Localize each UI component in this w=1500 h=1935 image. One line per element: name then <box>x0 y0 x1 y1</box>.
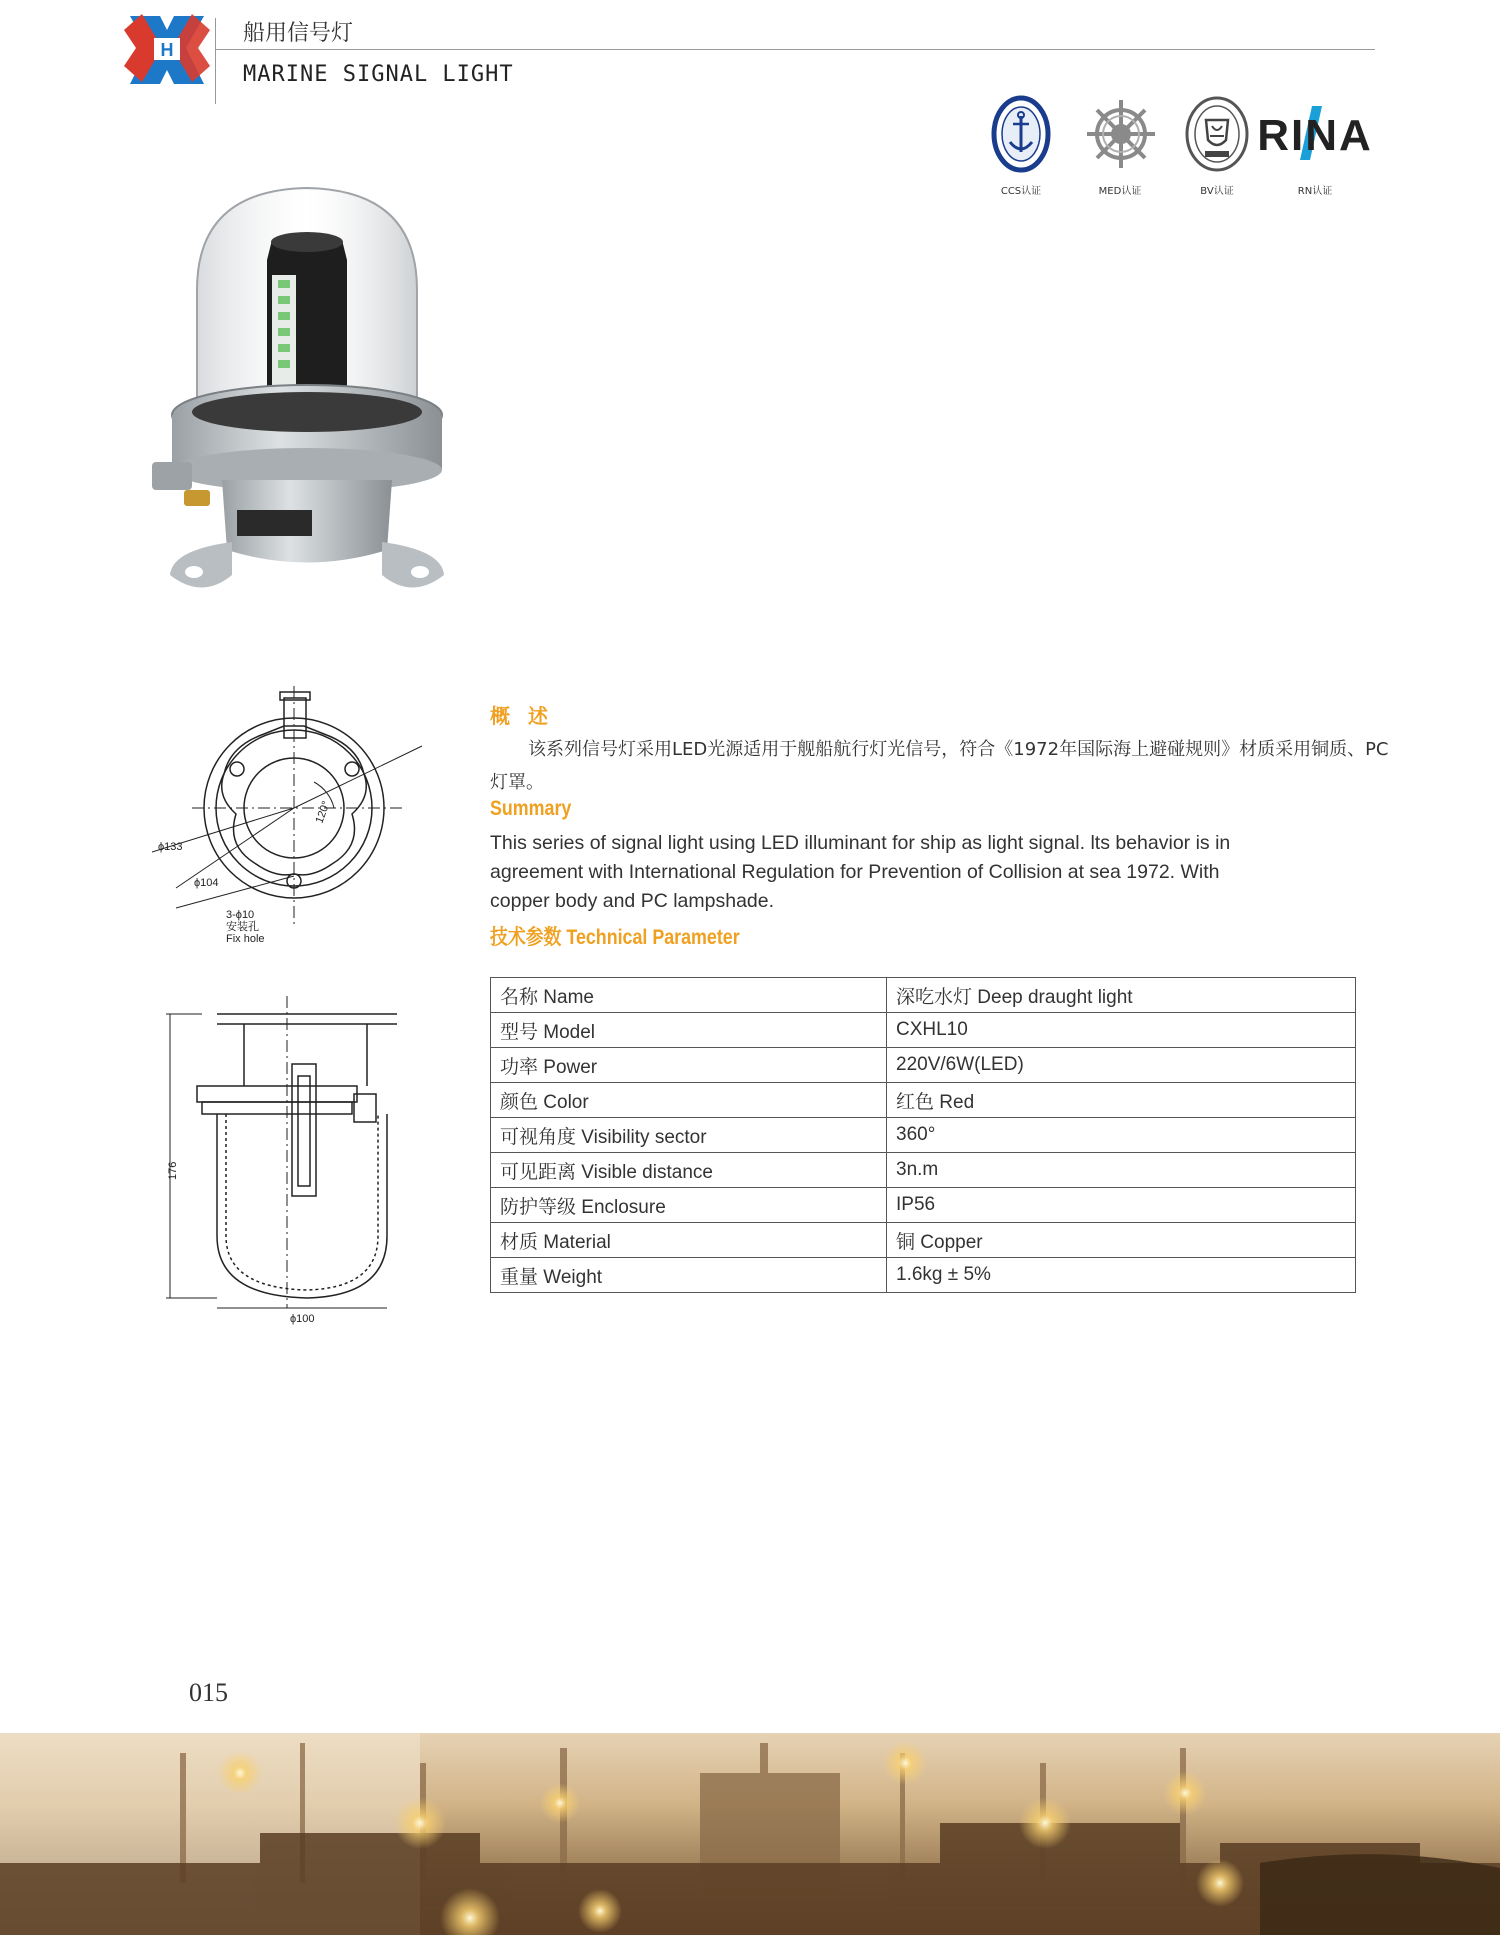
top-view-drawing <box>152 686 452 946</box>
summary-heading: Summary <box>490 797 572 820</box>
cert-ccs-label: CCS认证 <box>1000 186 1042 197</box>
table-row <box>491 1153 1356 1188</box>
summary-text: This series of signal light using LED illuminant for ship as light signal. lts behavior is in agreement with International Regulation for Prevention of Collision at sea 1972. With copper body and PC lampshade. <box>490 832 1231 912</box>
bureau-veritas-seal-icon <box>1182 94 1252 174</box>
page-title-en: MARINE SIGNAL LIGHT <box>243 62 514 87</box>
ship-wheel-icon <box>1081 94 1161 174</box>
drawing-holes-cn-label: 安装孔 <box>226 920 259 933</box>
header-divider-vertical <box>215 18 216 104</box>
table-row <box>491 1258 1356 1293</box>
param-value: 220V/6W(LED) <box>887 1048 1356 1083</box>
param-label: 材质 Material <box>491 1223 887 1258</box>
page-number: 015 <box>189 1678 228 1707</box>
cert-bv-label: BV认证 <box>1200 186 1234 197</box>
param-value: 红色 Red <box>887 1083 1356 1118</box>
overview-heading-cn: 概述 <box>490 704 566 728</box>
param-label: 名称 Name <box>491 978 887 1013</box>
param-value: 360° <box>887 1118 1356 1153</box>
product-photo <box>142 180 472 612</box>
rina-logo-icon <box>1260 94 1370 174</box>
side-view-drawing <box>162 996 432 1326</box>
param-value: IP56 <box>887 1188 1356 1223</box>
cert-ccs <box>982 94 1060 197</box>
drawing-angle-label: 120° <box>313 799 333 826</box>
table-row <box>491 1118 1356 1153</box>
cert-bv <box>1178 94 1256 197</box>
technical-parameter-table <box>490 977 1356 1293</box>
table-row <box>491 1083 1356 1118</box>
header-divider-horizontal <box>215 49 1375 50</box>
drawing-holes-label: 3-ϕ10 <box>226 909 255 921</box>
rina-logo-text: RINA <box>1260 111 1370 160</box>
cert-med <box>1081 94 1159 197</box>
company-logo <box>122 8 212 90</box>
drawing-d133-label: ϕ133 <box>158 841 183 853</box>
cert-rina-label: RN认证 <box>1297 186 1333 197</box>
drawing-holes-en-label: Fix hole <box>226 933 265 945</box>
param-label: 功率 Power <box>491 1048 887 1083</box>
ccs-anchor-seal-icon <box>991 94 1051 174</box>
table-row <box>491 1048 1356 1083</box>
table-row <box>491 1013 1356 1048</box>
param-label: 型号 Model <box>491 1013 887 1048</box>
drawing-d100-label: ϕ100 <box>290 1313 315 1325</box>
param-value: 1.6kg ± 5% <box>887 1258 1356 1293</box>
param-value: 深吃水灯 Deep draught light <box>887 978 1356 1013</box>
param-label: 重量 Weight <box>491 1258 887 1293</box>
logo-letter: H <box>160 40 174 60</box>
overview-text-cn: 该系列信号灯采用LED光源适用于舰船航行灯光信号，符合《1972年国际海上避碰规则》材质采用铜质、PC 灯罩。 <box>490 739 1389 793</box>
port-night-banner <box>0 1733 1500 1935</box>
param-value: 铜 Copper <box>887 1223 1356 1258</box>
technical-heading: 技术参数 Technical Parameter <box>490 926 740 949</box>
page-title-cn: 船用信号灯 <box>243 21 354 46</box>
param-value: CXHL10 <box>887 1013 1356 1048</box>
drawing-height-label: 176 <box>167 1161 179 1180</box>
table-row <box>491 978 1356 1013</box>
param-label: 防护等级 Enclosure <box>491 1188 887 1223</box>
cert-rina <box>1260 94 1370 197</box>
cert-med-label: MED认证 <box>1098 186 1142 197</box>
param-label: 可视角度 Visibility sector <box>491 1118 887 1153</box>
drawing-d104-label: ϕ104 <box>194 877 219 889</box>
param-label: 可见距离 Visible distance <box>491 1153 887 1188</box>
table-row <box>491 1188 1356 1223</box>
param-label: 颜色 Color <box>491 1083 887 1118</box>
table-row <box>491 1223 1356 1258</box>
param-value: 3n.m <box>887 1153 1356 1188</box>
